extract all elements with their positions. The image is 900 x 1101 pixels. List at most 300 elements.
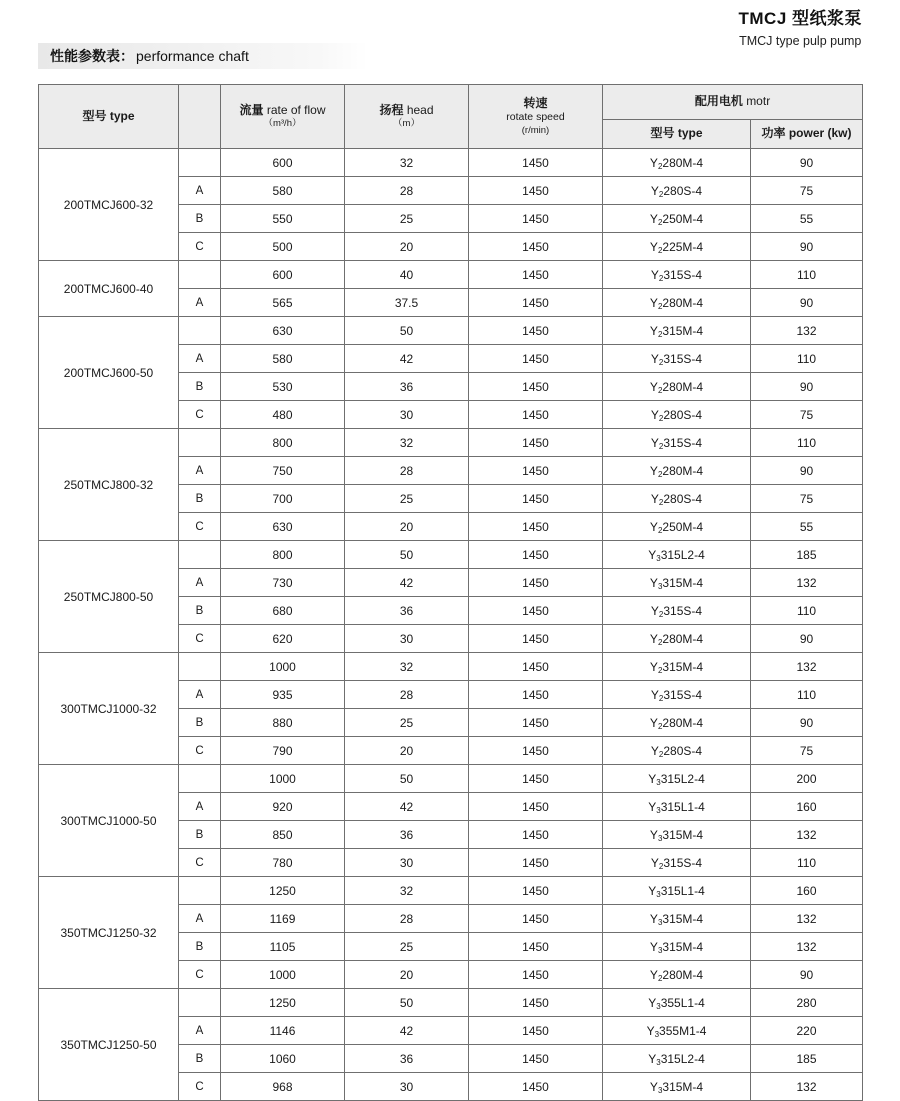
- motor-type-subscript: 3: [656, 805, 661, 815]
- motor-type-suffix: 280M-4: [662, 967, 704, 982]
- cell-motor-power: 90: [751, 233, 863, 261]
- motor-type-prefix: Y: [648, 799, 657, 814]
- cell-flow: 565: [221, 289, 345, 317]
- cell-variant: B: [179, 933, 221, 961]
- col-header-flow-unit: （m³/h）: [263, 118, 302, 130]
- cell-variant: C: [179, 961, 221, 989]
- motor-type-prefix: Y: [650, 183, 659, 198]
- motor-type-prefix: Y: [648, 547, 657, 562]
- cell-motor-power: 75: [751, 177, 863, 205]
- cell-motor-power: 110: [751, 345, 863, 373]
- cell-motor-type: [603, 233, 751, 261]
- cell-head: 30: [345, 625, 469, 653]
- cell-flow: 1250: [221, 877, 345, 905]
- cell-head: 32: [345, 429, 469, 457]
- motor-type-prefix: Y: [650, 687, 659, 702]
- motor-type-subscript: 2: [657, 217, 663, 227]
- cell-motor-power: 90: [751, 457, 863, 485]
- motor-type-prefix: Y: [650, 491, 659, 506]
- col-header-head-cn: 扬程: [379, 102, 404, 117]
- cell-flow: 780: [221, 849, 345, 877]
- cell-motor-power: 220: [751, 1017, 863, 1045]
- cell-flow: 1146: [221, 1017, 345, 1045]
- cell-flow: 620: [221, 625, 345, 653]
- col-header-variant: [179, 85, 221, 149]
- cell-head: 50: [345, 317, 469, 345]
- motor-type-prefix: Y: [648, 771, 657, 786]
- cell-motor-type: [603, 401, 751, 429]
- motor-type-subscript: 2: [658, 749, 664, 759]
- motor-type-subscript: 3: [656, 553, 661, 563]
- motor-type-subscript: 2: [658, 693, 664, 703]
- cell-flow: 500: [221, 233, 345, 261]
- cell-flow: 850: [221, 821, 345, 849]
- col-header-speed-cn: 转速: [523, 95, 548, 110]
- cell-motor-power: 90: [751, 709, 863, 737]
- motor-type-suffix: 315L2-4: [660, 547, 705, 562]
- motor-type-suffix: 315L1-4: [660, 799, 705, 814]
- table-row: [39, 541, 863, 569]
- col-header-speed-en: rotate speed: [506, 111, 565, 124]
- cell-motor-power: 132: [751, 933, 863, 961]
- cell-variant: [179, 429, 221, 457]
- cell-motor-type: [603, 877, 751, 905]
- motor-type-suffix: 280M-4: [662, 631, 704, 646]
- cell-head: 36: [345, 373, 469, 401]
- cell-variant: [179, 317, 221, 345]
- cell-motor-type: [603, 541, 751, 569]
- cell-flow: 730: [221, 569, 345, 597]
- motor-type-subscript: 2: [658, 189, 664, 199]
- cell-variant: [179, 653, 221, 681]
- cell-motor-power: 110: [751, 429, 863, 457]
- cell-speed: 1450: [469, 681, 603, 709]
- motor-type-prefix: Y: [649, 463, 658, 478]
- motor-type-prefix: Y: [649, 939, 658, 954]
- motor-type-prefix: Y: [649, 911, 658, 926]
- motor-type-prefix: Y: [650, 855, 659, 870]
- cell-head: 28: [345, 905, 469, 933]
- cell-motor-type: [603, 513, 751, 541]
- cell-motor-type: [603, 317, 751, 345]
- cell-speed: 1450: [469, 989, 603, 1017]
- cell-variant: [179, 261, 221, 289]
- cell-speed: 1450: [469, 289, 603, 317]
- cell-flow: 600: [221, 261, 345, 289]
- cell-pump-type: 300TMCJ1000-50: [39, 765, 179, 877]
- cell-head: 25: [345, 709, 469, 737]
- motor-type-suffix: 280M-4: [662, 463, 704, 478]
- cell-variant: C: [179, 513, 221, 541]
- cell-variant: A: [179, 345, 221, 373]
- cell-speed: 1450: [469, 849, 603, 877]
- motor-type-prefix: Y: [649, 659, 658, 674]
- cell-flow: 880: [221, 709, 345, 737]
- col-header-type: 型号 type: [39, 85, 179, 149]
- cell-head: 30: [345, 1073, 469, 1101]
- cell-speed: 1450: [469, 933, 603, 961]
- motor-type-subscript: 3: [657, 1085, 663, 1095]
- cell-variant: A: [179, 1017, 221, 1045]
- cell-speed: 1450: [469, 457, 603, 485]
- table-row: [39, 877, 863, 905]
- cell-motor-power: 90: [751, 961, 863, 989]
- motor-type-subscript: 2: [657, 637, 663, 647]
- col-header-speed: [469, 85, 603, 149]
- cell-variant: B: [179, 597, 221, 625]
- col-header-speed-unit: (r/min): [521, 124, 550, 136]
- motor-type-subscript: 2: [658, 609, 664, 619]
- cell-motor-power: 280: [751, 989, 863, 1017]
- motor-type-suffix: 315M-4: [662, 575, 704, 590]
- cell-flow: 790: [221, 737, 345, 765]
- cell-motor-power: 132: [751, 653, 863, 681]
- motor-type-prefix: Y: [649, 827, 658, 842]
- cell-flow: 920: [221, 793, 345, 821]
- motor-type-prefix: Y: [649, 631, 658, 646]
- table-header-row-1: [39, 85, 863, 120]
- motor-type-suffix: 315S-4: [663, 687, 703, 702]
- motor-type-prefix: Y: [650, 743, 659, 758]
- motor-type-prefix: Y: [650, 351, 659, 366]
- cell-variant: A: [179, 289, 221, 317]
- cell-pump-type: 200TMCJ600-32: [39, 149, 179, 261]
- motor-type-subscript: 3: [656, 889, 661, 899]
- cell-speed: 1450: [469, 541, 603, 569]
- motor-type-subscript: 3: [656, 1057, 661, 1067]
- cell-motor-type: [603, 1017, 751, 1045]
- motor-type-prefix: Y: [649, 323, 658, 338]
- motor-type-suffix: 315L2-4: [660, 771, 705, 786]
- motor-type-suffix: 280S-4: [663, 183, 703, 198]
- cell-motor-power: 90: [751, 373, 863, 401]
- motor-type-subscript: 2: [657, 973, 663, 983]
- motor-type-prefix: Y: [649, 575, 658, 590]
- cell-motor-type: [603, 961, 751, 989]
- table-row: [39, 429, 863, 457]
- motor-type-subscript: 3: [657, 833, 663, 843]
- motor-type-subscript: 2: [658, 441, 664, 451]
- cell-motor-type: [603, 289, 751, 317]
- motor-type-suffix: 280M-4: [662, 379, 704, 394]
- cell-variant: [179, 877, 221, 905]
- motor-type-prefix: Y: [650, 267, 659, 282]
- cell-motor-power: 132: [751, 1073, 863, 1101]
- cell-speed: 1450: [469, 373, 603, 401]
- cell-motor-type: [603, 597, 751, 625]
- motor-type-prefix: Y: [649, 211, 658, 226]
- cell-variant: [179, 989, 221, 1017]
- cell-speed: 1450: [469, 905, 603, 933]
- cell-head: 40: [345, 261, 469, 289]
- motor-type-suffix: 315S-4: [663, 435, 703, 450]
- table-row: [39, 261, 863, 289]
- cell-flow: 1060: [221, 1045, 345, 1073]
- cell-head: 50: [345, 541, 469, 569]
- cell-speed: 1450: [469, 793, 603, 821]
- cell-flow: 1000: [221, 961, 345, 989]
- motor-type-suffix: 315S-4: [663, 267, 703, 282]
- col-header-motor-cn: 配用电机: [694, 94, 743, 109]
- cell-flow: 480: [221, 401, 345, 429]
- motor-type-suffix: 315M-4: [662, 939, 704, 954]
- cell-variant: B: [179, 821, 221, 849]
- motor-type-subscript: 3: [657, 945, 663, 955]
- cell-variant: C: [179, 737, 221, 765]
- cell-motor-power: 185: [751, 541, 863, 569]
- cell-motor-type: [603, 849, 751, 877]
- cell-speed: 1450: [469, 177, 603, 205]
- motor-type-prefix: Y: [648, 995, 657, 1010]
- cell-motor-type: [603, 205, 751, 233]
- cell-speed: 1450: [469, 597, 603, 625]
- cell-variant: A: [179, 793, 221, 821]
- cell-pump-type: 200TMCJ600-50: [39, 317, 179, 429]
- cell-variant: C: [179, 625, 221, 653]
- cell-motor-type: [603, 625, 751, 653]
- cell-motor-power: 110: [751, 681, 863, 709]
- col-header-motor-en: motr: [746, 94, 771, 109]
- motor-type-subscript: 3: [656, 1001, 661, 1011]
- motor-type-subscript: 2: [658, 861, 664, 871]
- motor-type-suffix: 315S-4: [663, 855, 703, 870]
- cell-head: 28: [345, 457, 469, 485]
- table-row: [39, 653, 863, 681]
- cell-motor-power: 160: [751, 793, 863, 821]
- col-header-motor: [603, 85, 863, 120]
- cell-pump-type: 200TMCJ600-40: [39, 261, 179, 317]
- cell-head: 36: [345, 1045, 469, 1073]
- motor-type-subscript: 2: [657, 245, 663, 255]
- cell-flow: 750: [221, 457, 345, 485]
- motor-type-subscript: 2: [657, 329, 663, 339]
- cell-flow: 600: [221, 149, 345, 177]
- motor-type-suffix: 315S-4: [663, 351, 703, 366]
- cell-variant: C: [179, 401, 221, 429]
- cell-speed: 1450: [469, 429, 603, 457]
- cell-head: 32: [345, 149, 469, 177]
- cell-motor-power: 110: [751, 261, 863, 289]
- table-row: [39, 765, 863, 793]
- cell-variant: B: [179, 373, 221, 401]
- cell-flow: 580: [221, 345, 345, 373]
- cell-variant: [179, 149, 221, 177]
- motor-type-suffix: 280S-4: [663, 491, 703, 506]
- cell-flow: 630: [221, 513, 345, 541]
- cell-speed: 1450: [469, 737, 603, 765]
- cell-speed: 1450: [469, 345, 603, 373]
- cell-pump-type: 250TMCJ800-32: [39, 429, 179, 541]
- cell-variant: B: [179, 485, 221, 513]
- col-header-flow-cn: 流量: [239, 102, 264, 117]
- motor-type-suffix: 315M-4: [662, 323, 704, 338]
- motor-type-suffix: 355M1-4: [659, 1023, 707, 1038]
- motor-type-suffix: 315M-4: [662, 1079, 704, 1094]
- cell-motor-type: [603, 261, 751, 289]
- motor-type-subscript: 2: [658, 357, 664, 367]
- cell-flow: 800: [221, 429, 345, 457]
- cell-head: 20: [345, 233, 469, 261]
- cell-motor-power: 132: [751, 317, 863, 345]
- cell-speed: 1450: [469, 569, 603, 597]
- motor-type-subscript: 2: [657, 665, 663, 675]
- document-header: [739, 8, 863, 50]
- cell-variant: B: [179, 205, 221, 233]
- table-row: [39, 149, 863, 177]
- cell-flow: 935: [221, 681, 345, 709]
- motor-type-subscript: 2: [657, 525, 663, 535]
- motor-type-prefix: Y: [649, 967, 658, 982]
- motor-type-suffix: 280M-4: [662, 155, 704, 170]
- cell-head: 25: [345, 205, 469, 233]
- cell-motor-power: 160: [751, 877, 863, 905]
- cell-flow: 580: [221, 177, 345, 205]
- table-body: [39, 149, 863, 1101]
- table-row: [39, 317, 863, 345]
- motor-type-subscript: 2: [658, 413, 664, 423]
- cell-motor-type: [603, 149, 751, 177]
- cell-motor-type: [603, 569, 751, 597]
- cell-speed: 1450: [469, 653, 603, 681]
- cell-speed: 1450: [469, 485, 603, 513]
- motor-type-suffix: 250M-4: [662, 519, 704, 534]
- section-label-cn: 性能参数表：: [50, 48, 134, 64]
- cell-variant: [179, 765, 221, 793]
- cell-pump-type: 300TMCJ1000-32: [39, 653, 179, 765]
- cell-motor-power: 75: [751, 485, 863, 513]
- cell-speed: 1450: [469, 205, 603, 233]
- cell-flow: 1000: [221, 765, 345, 793]
- cell-pump-type: 250TMCJ800-50: [39, 541, 179, 653]
- cell-motor-power: 75: [751, 737, 863, 765]
- cell-speed: 1450: [469, 149, 603, 177]
- cell-motor-type: [603, 177, 751, 205]
- cell-head: 36: [345, 821, 469, 849]
- motor-type-suffix: 250M-4: [662, 211, 704, 226]
- cell-flow: 630: [221, 317, 345, 345]
- cell-motor-type: [603, 765, 751, 793]
- cell-motor-type: [603, 653, 751, 681]
- cell-variant: B: [179, 709, 221, 737]
- cell-motor-type: [603, 485, 751, 513]
- motor-type-suffix: 315M-4: [662, 911, 704, 926]
- cell-motor-power: 75: [751, 401, 863, 429]
- cell-motor-power: 132: [751, 569, 863, 597]
- motor-type-suffix: 355L1-4: [660, 995, 705, 1010]
- cell-motor-type: [603, 737, 751, 765]
- cell-speed: 1450: [469, 765, 603, 793]
- cell-motor-power: 55: [751, 513, 863, 541]
- motor-type-prefix: Y: [648, 1051, 657, 1066]
- cell-speed: 1450: [469, 625, 603, 653]
- cell-head: 28: [345, 177, 469, 205]
- motor-type-suffix: 280S-4: [663, 743, 703, 758]
- cell-variant: A: [179, 177, 221, 205]
- motor-type-subscript: 2: [657, 469, 663, 479]
- cell-head: 50: [345, 765, 469, 793]
- cell-motor-power: 55: [751, 205, 863, 233]
- cell-speed: 1450: [469, 233, 603, 261]
- cell-variant: A: [179, 569, 221, 597]
- motor-type-prefix: Y: [650, 407, 659, 422]
- cell-motor-type: [603, 821, 751, 849]
- cell-motor-power: 132: [751, 821, 863, 849]
- cell-head: 20: [345, 513, 469, 541]
- motor-type-subscript: 2: [658, 497, 664, 507]
- cell-pump-type: 350TMCJ1250-50: [39, 989, 179, 1101]
- col-header-head: [345, 85, 469, 149]
- motor-type-suffix: 315L2-4: [660, 1051, 705, 1066]
- cell-speed: 1450: [469, 1045, 603, 1073]
- cell-head: 42: [345, 569, 469, 597]
- cell-variant: B: [179, 1045, 221, 1073]
- cell-motor-power: 90: [751, 149, 863, 177]
- table-row: [39, 989, 863, 1017]
- col-header-head-unit: （m）: [393, 118, 420, 130]
- motor-type-suffix: 315S-4: [663, 603, 703, 618]
- cell-flow: 1250: [221, 989, 345, 1017]
- cell-flow: 680: [221, 597, 345, 625]
- cell-speed: 1450: [469, 261, 603, 289]
- cell-flow: 968: [221, 1073, 345, 1101]
- motor-type-subscript: 2: [657, 301, 663, 311]
- cell-motor-power: 110: [751, 597, 863, 625]
- document-title-en: TMCJ type pulp pump: [739, 33, 862, 48]
- cell-motor-power: 200: [751, 765, 863, 793]
- col-header-flow: [221, 85, 345, 149]
- section-label-en: performance chaft: [136, 48, 249, 64]
- cell-variant: [179, 541, 221, 569]
- cell-motor-type: [603, 989, 751, 1017]
- cell-motor-type: [603, 905, 751, 933]
- motor-type-suffix: 315M-4: [662, 659, 704, 674]
- cell-head: 30: [345, 401, 469, 429]
- motor-type-suffix: 225M-4: [662, 239, 704, 254]
- motor-type-suffix: 315M-4: [662, 827, 704, 842]
- cell-speed: 1450: [469, 513, 603, 541]
- cell-flow: 550: [221, 205, 345, 233]
- cell-motor-power: 110: [751, 849, 863, 877]
- motor-type-prefix: Y: [649, 239, 658, 254]
- table-head: [39, 85, 863, 149]
- motor-type-prefix: Y: [649, 519, 658, 534]
- cell-variant: A: [179, 457, 221, 485]
- cell-variant: C: [179, 233, 221, 261]
- cell-motor-type: [603, 345, 751, 373]
- cell-motor-type: [603, 457, 751, 485]
- cell-head: 32: [345, 877, 469, 905]
- cell-motor-type: [603, 933, 751, 961]
- cell-head: 37.5: [345, 289, 469, 317]
- motor-type-subscript: 2: [657, 161, 663, 171]
- cell-flow: 530: [221, 373, 345, 401]
- cell-motor-power: 185: [751, 1045, 863, 1073]
- motor-type-prefix: Y: [649, 295, 658, 310]
- col-header-motor-power: 功率 power (kw): [751, 120, 863, 149]
- cell-speed: 1450: [469, 961, 603, 989]
- cell-motor-type: [603, 1073, 751, 1101]
- cell-head: 25: [345, 933, 469, 961]
- cell-motor-type: [603, 681, 751, 709]
- cell-pump-type: 350TMCJ1250-32: [39, 877, 179, 989]
- motor-type-subscript: 3: [656, 777, 661, 787]
- motor-type-prefix: Y: [649, 379, 658, 394]
- motor-type-suffix: 280S-4: [663, 407, 703, 422]
- cell-speed: 1450: [469, 401, 603, 429]
- cell-flow: 800: [221, 541, 345, 569]
- document-title-cn: TMCJ 型纸浆泵: [738, 9, 862, 28]
- cell-head: 20: [345, 961, 469, 989]
